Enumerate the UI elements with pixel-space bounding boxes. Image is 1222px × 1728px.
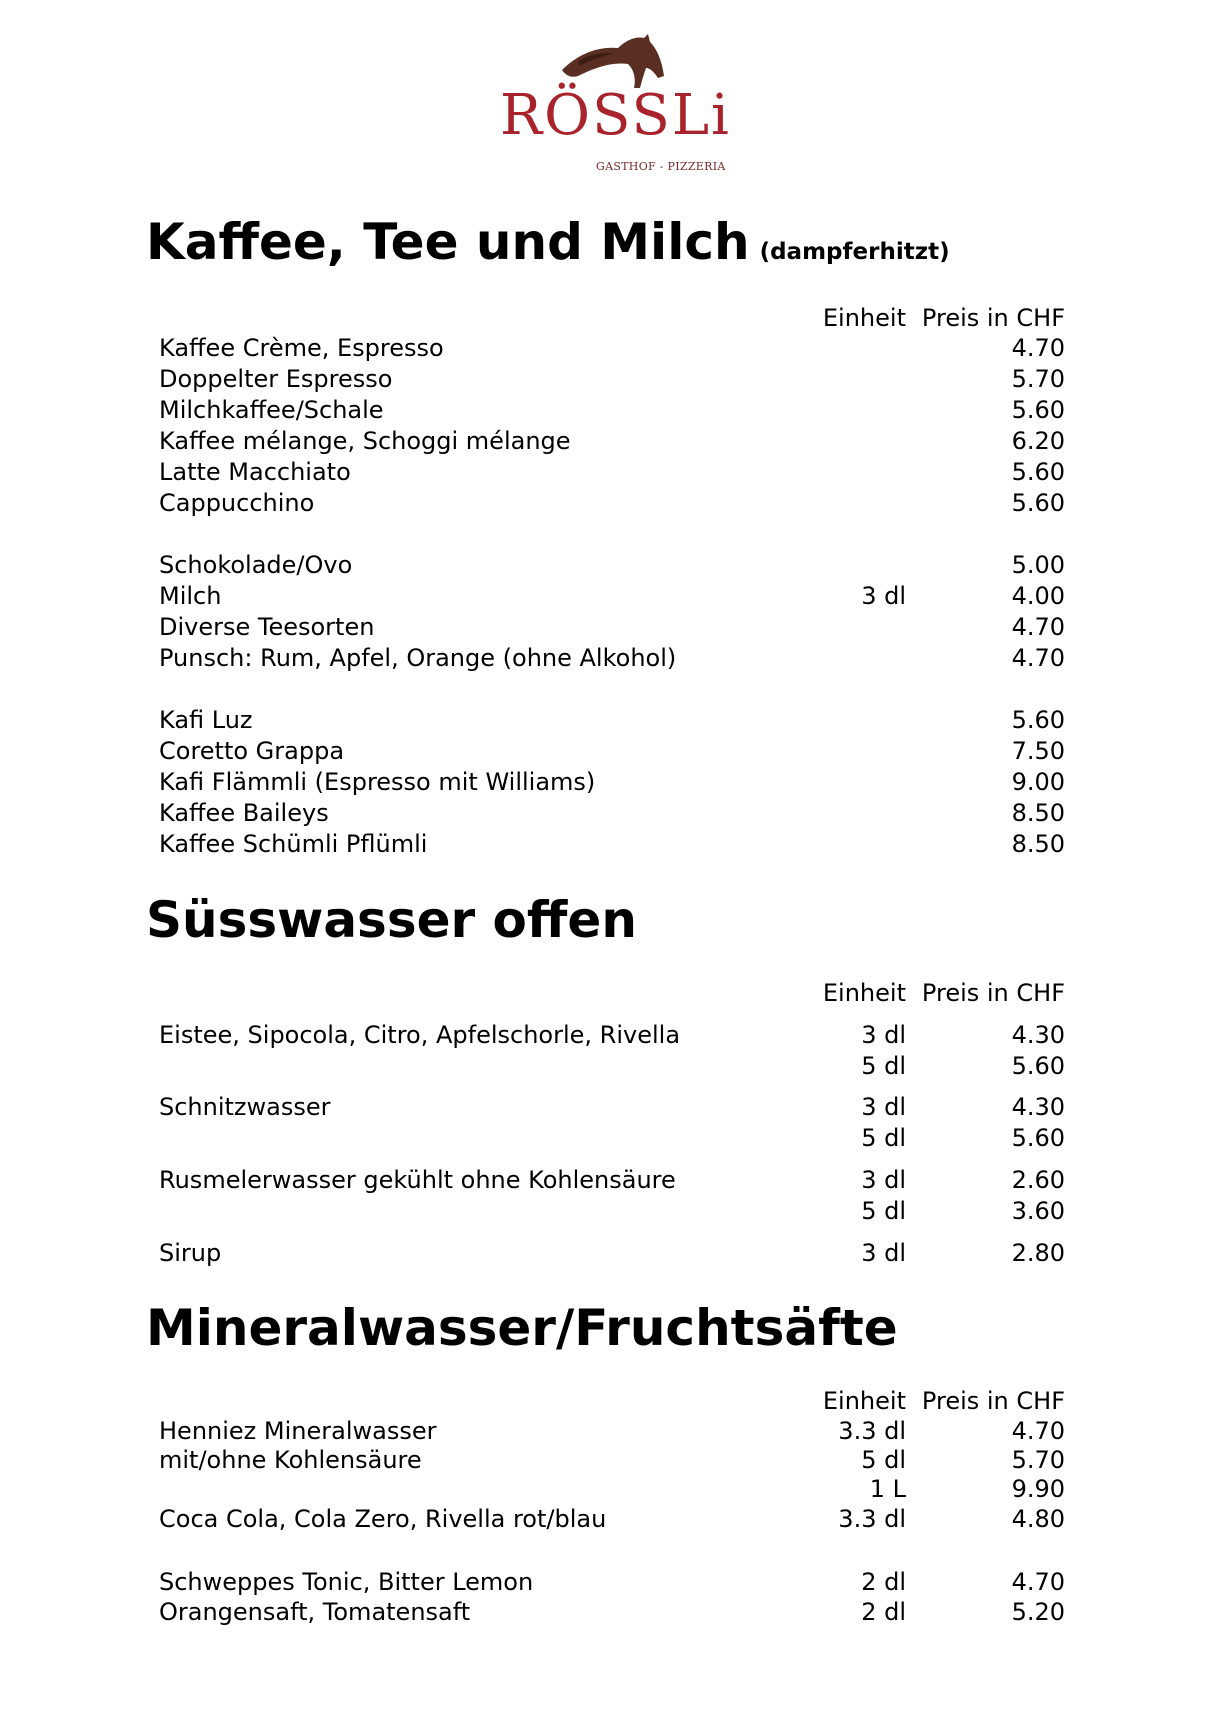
- item-unit: 5 dl: [861, 1446, 906, 1474]
- menu-item: [159, 581, 1079, 612]
- item-name: Kafi Luz: [159, 706, 253, 734]
- item-name: Diverse Teesorten: [159, 613, 375, 641]
- item-name: Kafi Flämmli (Espresso mit Williams): [159, 768, 596, 796]
- item-name: Schweppes Tonic, Bitter Lemon: [159, 1568, 534, 1596]
- menu-item: [159, 736, 1079, 767]
- item-name: Henniez Mineralwasser: [159, 1417, 437, 1445]
- menu-item: [159, 1196, 1079, 1227]
- item-price: 5.70: [1011, 1446, 1065, 1474]
- item-unit: 2 dl: [861, 1598, 906, 1626]
- logo-brand: RÖSSLi: [500, 83, 731, 148]
- menu-item: [159, 1597, 1079, 1628]
- section-title: Kaffee, Tee und Milch (dampferhitzt): [146, 213, 950, 271]
- menu-item: [159, 550, 1079, 581]
- item-price: 5.60: [1011, 396, 1065, 424]
- menu-item: [159, 1238, 1079, 1269]
- menu-item: [159, 1567, 1079, 1598]
- menu-item: [159, 1020, 1079, 1051]
- item-price: 8.50: [1011, 799, 1065, 827]
- item-price: 9.00: [1011, 768, 1065, 796]
- item-unit: 3.3 dl: [838, 1505, 906, 1533]
- item-unit: 5 dl: [861, 1124, 906, 1152]
- price-column-header: Preis in CHF: [921, 1387, 1065, 1415]
- item-name: Latte Macchiato: [159, 458, 351, 486]
- item-name: Cappucchino: [159, 489, 315, 517]
- column-header-row: [159, 303, 1079, 334]
- item-unit: 3.3 dl: [838, 1417, 906, 1445]
- item-unit: 3 dl: [861, 582, 906, 610]
- menu-item: [159, 829, 1079, 860]
- item-name: Schnitzwasser: [159, 1093, 331, 1121]
- item-name: Coca Cola, Cola Zero, Rivella rot/blau: [159, 1505, 607, 1533]
- item-name: Kaffee Baileys: [159, 799, 329, 827]
- menu-item: [159, 767, 1079, 798]
- menu-item: [159, 1123, 1079, 1154]
- item-name: Eistee, Sipocola, Citro, Apfelschorle, Rivella: [159, 1021, 681, 1049]
- menu-item: [159, 798, 1079, 829]
- item-price: 5.60: [1011, 489, 1065, 517]
- item-price: 4.00: [1011, 582, 1065, 610]
- menu-item: [159, 643, 1079, 674]
- item-name: Kaffee mélange, Schoggi mélange: [159, 427, 571, 455]
- menu-item: [159, 1445, 1079, 1476]
- item-name: Doppelter Espresso: [159, 365, 393, 393]
- price-column-header: Preis in CHF: [921, 304, 1065, 332]
- item-price: 2.80: [1011, 1239, 1065, 1267]
- item-unit: 5 dl: [861, 1052, 906, 1080]
- menu-item: [159, 426, 1079, 457]
- item-name: Schokolade/Ovo: [159, 551, 353, 579]
- item-price: 5.20: [1011, 1598, 1065, 1626]
- item-name: Milchkaffee/Schale: [159, 396, 384, 424]
- item-name: Sirup: [159, 1239, 222, 1267]
- item-price: 5.60: [1011, 1124, 1065, 1152]
- item-price: 4.70: [1011, 1417, 1065, 1445]
- item-price: 4.30: [1011, 1093, 1065, 1121]
- item-price: 2.60: [1011, 1166, 1065, 1194]
- item-price: 8.50: [1011, 830, 1065, 858]
- unit-column-header: Einheit: [822, 1387, 906, 1415]
- item-name: Rusmelerwasser gekühlt ohne Kohlensäure: [159, 1166, 676, 1194]
- item-unit: 2 dl: [861, 1568, 906, 1596]
- item-unit: 3 dl: [861, 1239, 906, 1267]
- item-price: 3.60: [1011, 1197, 1065, 1225]
- item-price: 5.70: [1011, 365, 1065, 393]
- section-title: Süsswasser offen: [146, 891, 637, 949]
- item-price: 4.30: [1011, 1021, 1065, 1049]
- logo-subtitle: GASTHOF - PIZZERIA: [596, 160, 726, 173]
- item-name: Coretto Grappa: [159, 737, 345, 765]
- item-unit: 3 dl: [861, 1166, 906, 1194]
- menu-item: [159, 1416, 1079, 1447]
- item-price: 5.60: [1011, 1052, 1065, 1080]
- column-header-row: [159, 978, 1079, 1009]
- item-unit: 1 L: [869, 1475, 906, 1503]
- menu-item: [159, 1165, 1079, 1196]
- unit-column-header: Einheit: [822, 979, 906, 1007]
- item-unit: 3 dl: [861, 1021, 906, 1049]
- item-price: 6.20: [1011, 427, 1065, 455]
- section-title: Mineralwasser/Fruchtsäfte: [146, 1299, 898, 1357]
- item-name: Punsch: Rum, Apfel, Orange (ohne Alkohol): [159, 644, 677, 672]
- menu-item: [159, 1474, 1079, 1505]
- item-price: 9.90: [1011, 1475, 1065, 1503]
- column-header-row: [159, 1386, 1079, 1417]
- item-price: 4.70: [1011, 1568, 1065, 1596]
- menu-item: [159, 364, 1079, 395]
- menu-item: [159, 395, 1079, 426]
- menu-item: [159, 457, 1079, 488]
- logo: [500, 28, 731, 173]
- price-column-header: Preis in CHF: [921, 979, 1065, 1007]
- item-price: 5.00: [1011, 551, 1065, 579]
- item-price: 5.60: [1011, 706, 1065, 734]
- item-unit: 5 dl: [861, 1197, 906, 1225]
- item-name: Kaffee Crème, Espresso: [159, 334, 444, 362]
- item-unit: 3 dl: [861, 1093, 906, 1121]
- menu-item: [159, 1092, 1079, 1123]
- unit-column-header: Einheit: [822, 304, 906, 332]
- menu-item: [159, 1051, 1079, 1082]
- menu-item: [159, 1504, 1079, 1535]
- menu-item: [159, 612, 1079, 643]
- item-price: 4.70: [1011, 613, 1065, 641]
- item-price: 7.50: [1011, 737, 1065, 765]
- menu-item: [159, 488, 1079, 519]
- menu-item: [159, 333, 1079, 364]
- item-name: Orangensaft, Tomatensaft: [159, 1598, 471, 1626]
- item-price: 5.60: [1011, 458, 1065, 486]
- section-note: (dampferhitzt): [759, 239, 950, 265]
- item-name: Milch: [159, 582, 222, 610]
- item-name: Kaffee Schümli Pflümli: [159, 830, 428, 858]
- item-name: mit/ohne Kohlensäure: [159, 1446, 422, 1474]
- item-price: 4.70: [1011, 644, 1065, 672]
- menu-item: [159, 705, 1079, 736]
- item-price: 4.80: [1011, 1505, 1065, 1533]
- item-price: 4.70: [1011, 334, 1065, 362]
